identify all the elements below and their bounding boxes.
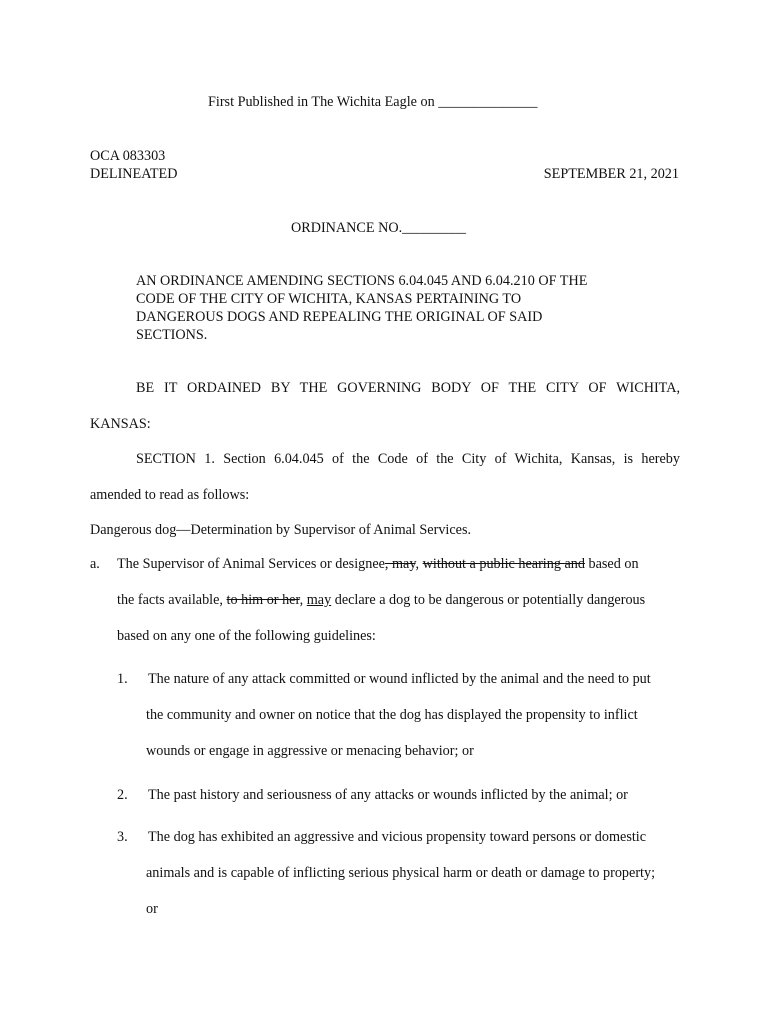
- paragraph-a-line-1: [117, 556, 639, 573]
- document-date: SEPTEMBER 21, 2021: [543, 166, 679, 182]
- section-heading: Dangerous dog—Determination by Supervisor of Animal Services.: [90, 522, 472, 538]
- item-line: The nature of any attack committed or wound inflicted by the animal and the need to put: [148, 671, 651, 687]
- enacting-clause-end: KANSAS:: [90, 416, 151, 432]
- caption-line: AN ORDINANCE AMENDING SECTIONS 6.04.045 AND 6.04.210 OF THE: [136, 273, 588, 289]
- text-run: the facts available,: [117, 592, 227, 608]
- section-1-text-end: amended to read as follows:: [90, 487, 250, 503]
- struck-text: , may: [384, 556, 416, 572]
- paragraph-a-line-2: [117, 592, 645, 609]
- text-run: The Supervisor of Animal Services or designee: [117, 556, 385, 572]
- caption-line: CODE OF THE CITY OF WICHITA, KANSAS PERTAINING TO: [136, 291, 522, 307]
- item-line: The past history and seriousness of any attacks or wounds inflicted by the animal; or: [148, 787, 628, 803]
- item-number: 3.: [117, 829, 128, 845]
- item-number: 1.: [117, 671, 128, 687]
- oca-number: OCA 083303: [90, 148, 166, 164]
- text-run: declare a dog to be dangerous or potentially dangerous: [331, 592, 646, 608]
- enacting-clause: BE IT ORDAINED BY THE GOVERNING BODY OF THE CITY OF WICHITA,: [136, 380, 680, 396]
- paragraph-a-line-3: based on any one of the following guidelines:: [117, 628, 376, 644]
- status-label: DELINEATED: [90, 166, 178, 182]
- item-line: The dog has exhibited an aggressive and vicious propensity toward persons or domestic: [148, 829, 647, 845]
- item-line: wounds or engage in aggressive or menacing behavior; or: [146, 743, 474, 759]
- inserted-text: may: [306, 592, 332, 608]
- text-run: ,: [299, 592, 307, 608]
- item-line: the community and owner on notice that the dog has displayed the propensity to inflict: [146, 707, 638, 723]
- caption-line: DANGEROUS DOGS AND REPEALING THE ORIGINAL OF SAID: [136, 309, 543, 325]
- section-1-text: SECTION 1. Section 6.04.045 of the Code of the City of Wichita, Kansas, is hereby: [136, 451, 680, 467]
- paragraph-a-label: a.: [90, 556, 100, 572]
- text-run: ,: [415, 556, 423, 572]
- struck-text: without a public hearing and: [422, 556, 585, 572]
- ordinance-number: ORDINANCE NO._________: [291, 220, 466, 236]
- item-number: 2.: [117, 787, 128, 803]
- struck-text: to him or her: [226, 592, 300, 608]
- text-run: based on: [584, 556, 639, 572]
- item-line: animals and is capable of inflicting serious physical harm or death or damage to property;: [146, 865, 656, 881]
- caption-line: SECTIONS.: [136, 327, 208, 343]
- published-line: First Published in The Wichita Eagle on ______________: [208, 94, 538, 110]
- item-line: or: [146, 901, 158, 917]
